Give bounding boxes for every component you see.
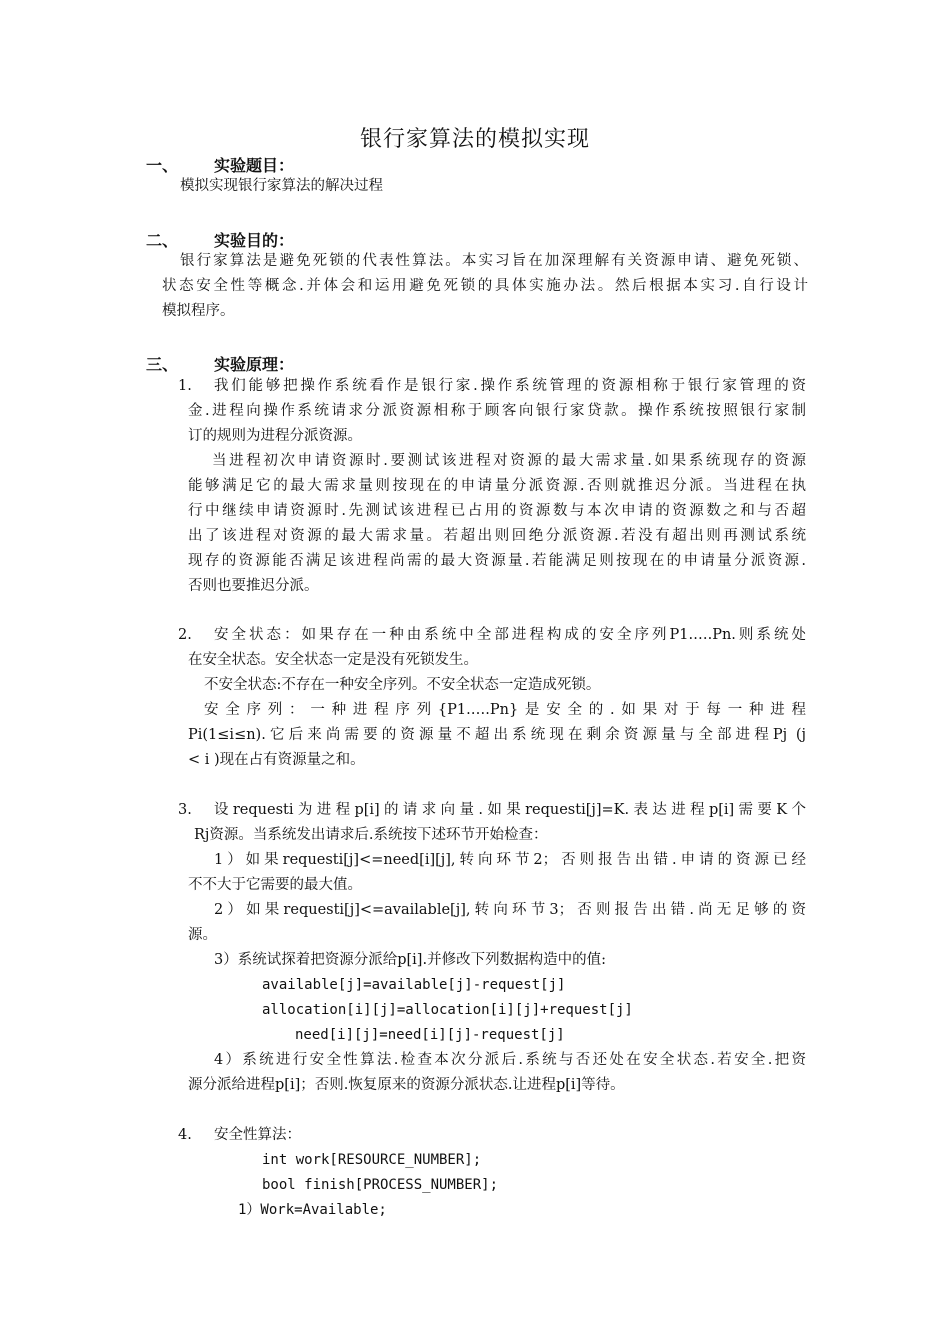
paragraph-line: 设requesti为进程p[i]的请求向量.如果requesti[j]=K.表达进程p[i]需要K个 <box>214 802 806 818</box>
paragraph-line: 当进程初次申请资源时.要测试该进程对资源的最大需求量.如果系统现存的资源 <box>212 453 806 469</box>
code-line: bool finish[PROCESS_NUMBER]; <box>262 1177 499 1193</box>
code-line: available[j]=available[j]-request[j] <box>262 977 566 993</box>
section-text: 模拟实现银行家算法的解决过程 <box>180 178 383 194</box>
section-heading-1 <box>146 153 446 175</box>
paragraph-line: 1）如果requesti[j]<=need[i][j],转向环节2；否则报告出错.申请的资源已经 <box>214 852 806 868</box>
code-line: allocation[i][j]=allocation[i][j]+request[j] <box>262 1002 633 1018</box>
section-title: 实验题目： <box>214 156 295 175</box>
paragraph-line: 4）系统进行安全性算法.检查本次分派后.系统与否还处在安全状态.若安全.把资 <box>214 1052 806 1068</box>
paragraph-line: 3）系统试探着把资源分派给p[i].并修改下列数据构造中的值: <box>214 952 606 968</box>
code-line: need[i][j]=need[i][j]-request[j] <box>295 1027 565 1043</box>
paragraph-line: 金.进程向操作系统请求分派资源相称于顾客向银行家贷款。操作系统按照银行家制 <box>188 403 806 419</box>
paragraph-line: 在安全状态。安全状态一定是没有死锁发生。 <box>188 652 478 668</box>
paragraph-line: 源分派给进程p[i]；否则.恢复原来的资源分派状态.让进程p[i]等待。 <box>188 1077 625 1093</box>
paragraph-line: 模拟程序。 <box>162 303 235 319</box>
section-title: 实验目的： <box>214 231 295 250</box>
list-item-number: 2. <box>178 627 192 643</box>
paragraph-line: 现存的资源能否满足该进程尚需的最大资源量.若能满足则按现在的申请量分派资源. <box>188 553 806 569</box>
section-heading-3 <box>146 352 446 374</box>
paragraph-line: 安全状态：如果存在一种由系统中全部进程构成的安全序列P1.….Pn.则系统处 <box>214 627 806 643</box>
paragraph-line: 否则也要推迟分派。 <box>188 578 319 594</box>
paragraph-line: < i )现在占有资源量之和。 <box>188 752 365 768</box>
paragraph-line: 2）如果requesti[j]<=available[j],转向环节3；否则报告出错.尚无足够的资 <box>214 902 806 918</box>
paragraph-line: 不不大于它需要的最大值。 <box>188 877 362 893</box>
paragraph-line: 出了该进程对资源的最大需求量。若超出则回绝分派资源.若没有超出则再测试系统 <box>188 528 806 544</box>
list-item-number: 3. <box>178 802 192 818</box>
section-number: 三、 <box>146 355 179 374</box>
paragraph-line: Pi(1≤i≤n).它后来尚需要的资源量不超出系统现在剩余资源量与全部进程Pj (j <box>188 727 806 743</box>
paragraph-line: Rj资源。当系统发出请求后.系统按下述环节开始检查： <box>194 827 548 843</box>
paragraph-line: 我们能够把操作系统看作是银行家.操作系统管理的资源相称于银行家管理的资 <box>214 378 806 394</box>
section-number: 一、 <box>146 156 179 175</box>
section-title: 实验原理： <box>214 355 295 374</box>
paragraph-line: 行中继续申请资源时.先测试该进程已占用的资源数与本次申请的资源数之和与否超 <box>188 503 806 519</box>
paragraph-line: 源。 <box>188 927 217 943</box>
paragraph-line: 不安全状态:不存在一种安全序列。不安全状态一定造成死锁。 <box>204 677 601 693</box>
paragraph-line: 订的规则为进程分派资源。 <box>188 428 362 444</box>
list-item-number: 4. <box>178 1127 192 1143</box>
paragraph-line: 能够满足它的最大需求量则按现在的申请量分派资源.否则就推迟分派。当进程在执 <box>188 478 806 494</box>
document-title: 银行家算法的模拟实现 <box>359 127 590 152</box>
section-number: 二、 <box>146 231 179 250</box>
section-heading-2 <box>146 228 446 250</box>
paragraph-line: 银行家算法是避免死锁的代表性算法。本实习旨在加深理解有关资源申请、避免死锁、 <box>180 253 808 269</box>
paragraph-line: 状态安全性等概念.并体会和运用避免死锁的具体实施办法。然后根据本实习.自行设计 <box>162 278 808 294</box>
code-line: int work[RESOURCE_NUMBER]; <box>262 1152 482 1168</box>
code-line: 1）Work=Available; <box>238 1202 387 1218</box>
paragraph-line: 安全序列：一种进程序列{P1.….Pn}是安全的.如果对于每一种进程 <box>204 702 806 718</box>
paragraph-line: 安全性算法： <box>214 1127 301 1143</box>
list-item-number: 1. <box>178 378 192 394</box>
